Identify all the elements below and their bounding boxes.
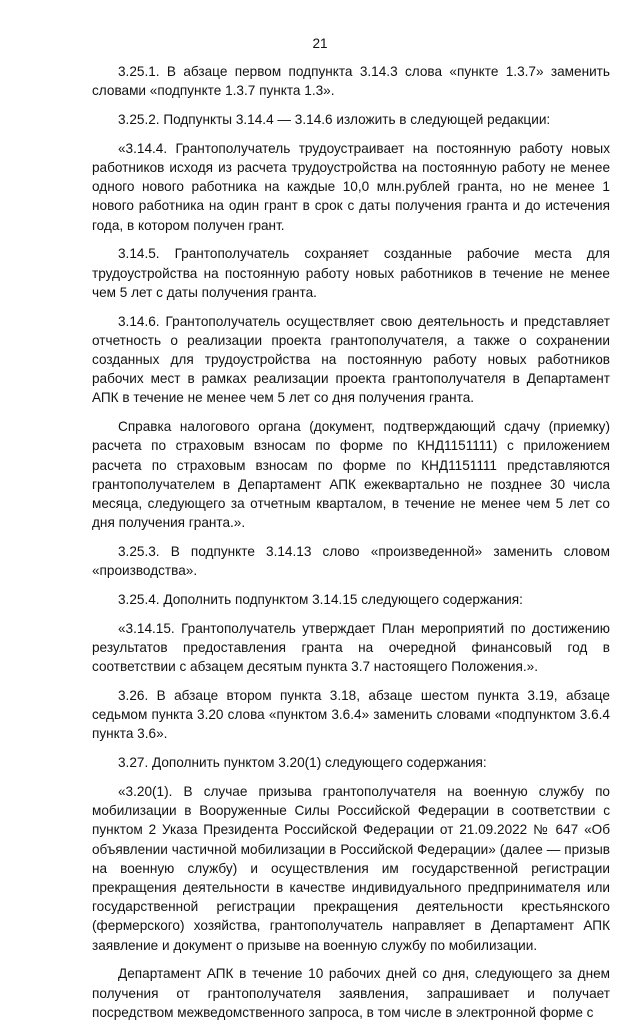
page-number: 21 <box>312 36 328 51</box>
paragraph-3-14-4: «3.14.4. Грантополучатель трудоустраивает на постоянную работу новых работников исходя из расчета трудоустройства на постоянную работу не менее одного нового работника на каждые 10,0 млн.рублей гранта, но не менее 1 нового работника на один грант в срок с даты получения гранта и до истечения года, в котором получен грант. <box>92 140 610 233</box>
document-body <box>92 62 610 1032</box>
paragraph-tax-certificate: Справка налогового органа (документ, подтверждающий сдачу (приемку) расчета по страховым взносам по форме по КНД1151111) с приложением расчета по страховым взносам по форме по КНД1151111 представляются грантополучателем в Департамент АПК ежеквартально не позднее 30 числа месяца, следующего за отчетным кварталом, в течение не менее чем 5 лет со дня получения гранта.». <box>92 419 610 531</box>
paragraph-3-25-3: 3.25.3. В подпункте 3.14.13 слово «произведенной» заменить словом «производства». <box>92 544 610 579</box>
paragraph-3-14-5: 3.14.5. Грантополучатель сохраняет созданные рабочие места для трудоустройства на постоянную работу новых работников в течение не менее чем 5 лет с даты получения гранта. <box>92 246 610 300</box>
paragraph-3-27: 3.27. Дополнить пунктом 3.20(1) следующего содержания: <box>118 755 487 771</box>
paragraph-3-14-6: 3.14.6. Грантополучатель осуществляет свою деятельность и представляет отчетность о реализации проекта грантополучателя, а также о сохранении созданных для трудоустройства на постоянную работу новых работников рабочих мест в рамках реализации проекта грантополучателя в Департамент АПК в течение не менее чем 5 лет со дня получения гранта. <box>92 313 610 406</box>
paragraph-3-25-2: 3.25.2. Подпункты 3.14.4 — 3.14.6 изложить в следующей редакции: <box>118 112 551 127</box>
paragraph-3-26: 3.26. В абзаце втором пункта 3.18, абзаце шестом пункта 3.19, абзаце седьмом пункта 3.20 слова «пунктом 3.6.4» заменить словами «подпунктом 3.6.4 пункта 3.6». <box>92 688 610 742</box>
paragraph-3-25-4: 3.25.4. Дополнить подпунктом 3.14.15 следующего содержания: <box>118 592 523 608</box>
paragraph-3-20-1: «3.20(1). В случае призыва грантополучателя на военную службу по мобилизации в Вооруженные Силы Российской Федерации в соответствии с пунктом 2 Указа Президента Российской Федерации от 21.09.2022 № 647 «Об объявлении частичной мобилизации в Российской Федерации» (далее — призыв на военную службу) и осуществления им государственной регистрации прекращения деятельности в качестве индивидуального предпринимателя или государственной регистрации прекращения деятельности крестьянского (фермерского) хозяйства, грантополучатель направляет в Департамент АПК заявление и документ о призыве на военную службу по мобилизации. <box>92 784 610 953</box>
paragraph-department-request: Департамент АПК в течение 10 рабочих дней со дня, следующего за днем получения от грантополучателя заявления, запрашивает и получает посредством межведомственного запроса, в том числе в электронной форме с <box>92 966 610 1020</box>
paragraph-3-25-1: 3.25.1. В абзаце первом подпункта 3.14.3 слова «пункте 1.3.7» заменить словами «подпункте 1.3.7 пункта 1.3». <box>92 64 610 99</box>
paragraph-3-14-15: «3.14.15. Грантополучатель утверждает План мероприятий по достижению результатов предоставления гранта на очередной финансовый год в соответствии с абзацем десятым пункта 3.7 настоящего Положения.». <box>92 620 610 675</box>
